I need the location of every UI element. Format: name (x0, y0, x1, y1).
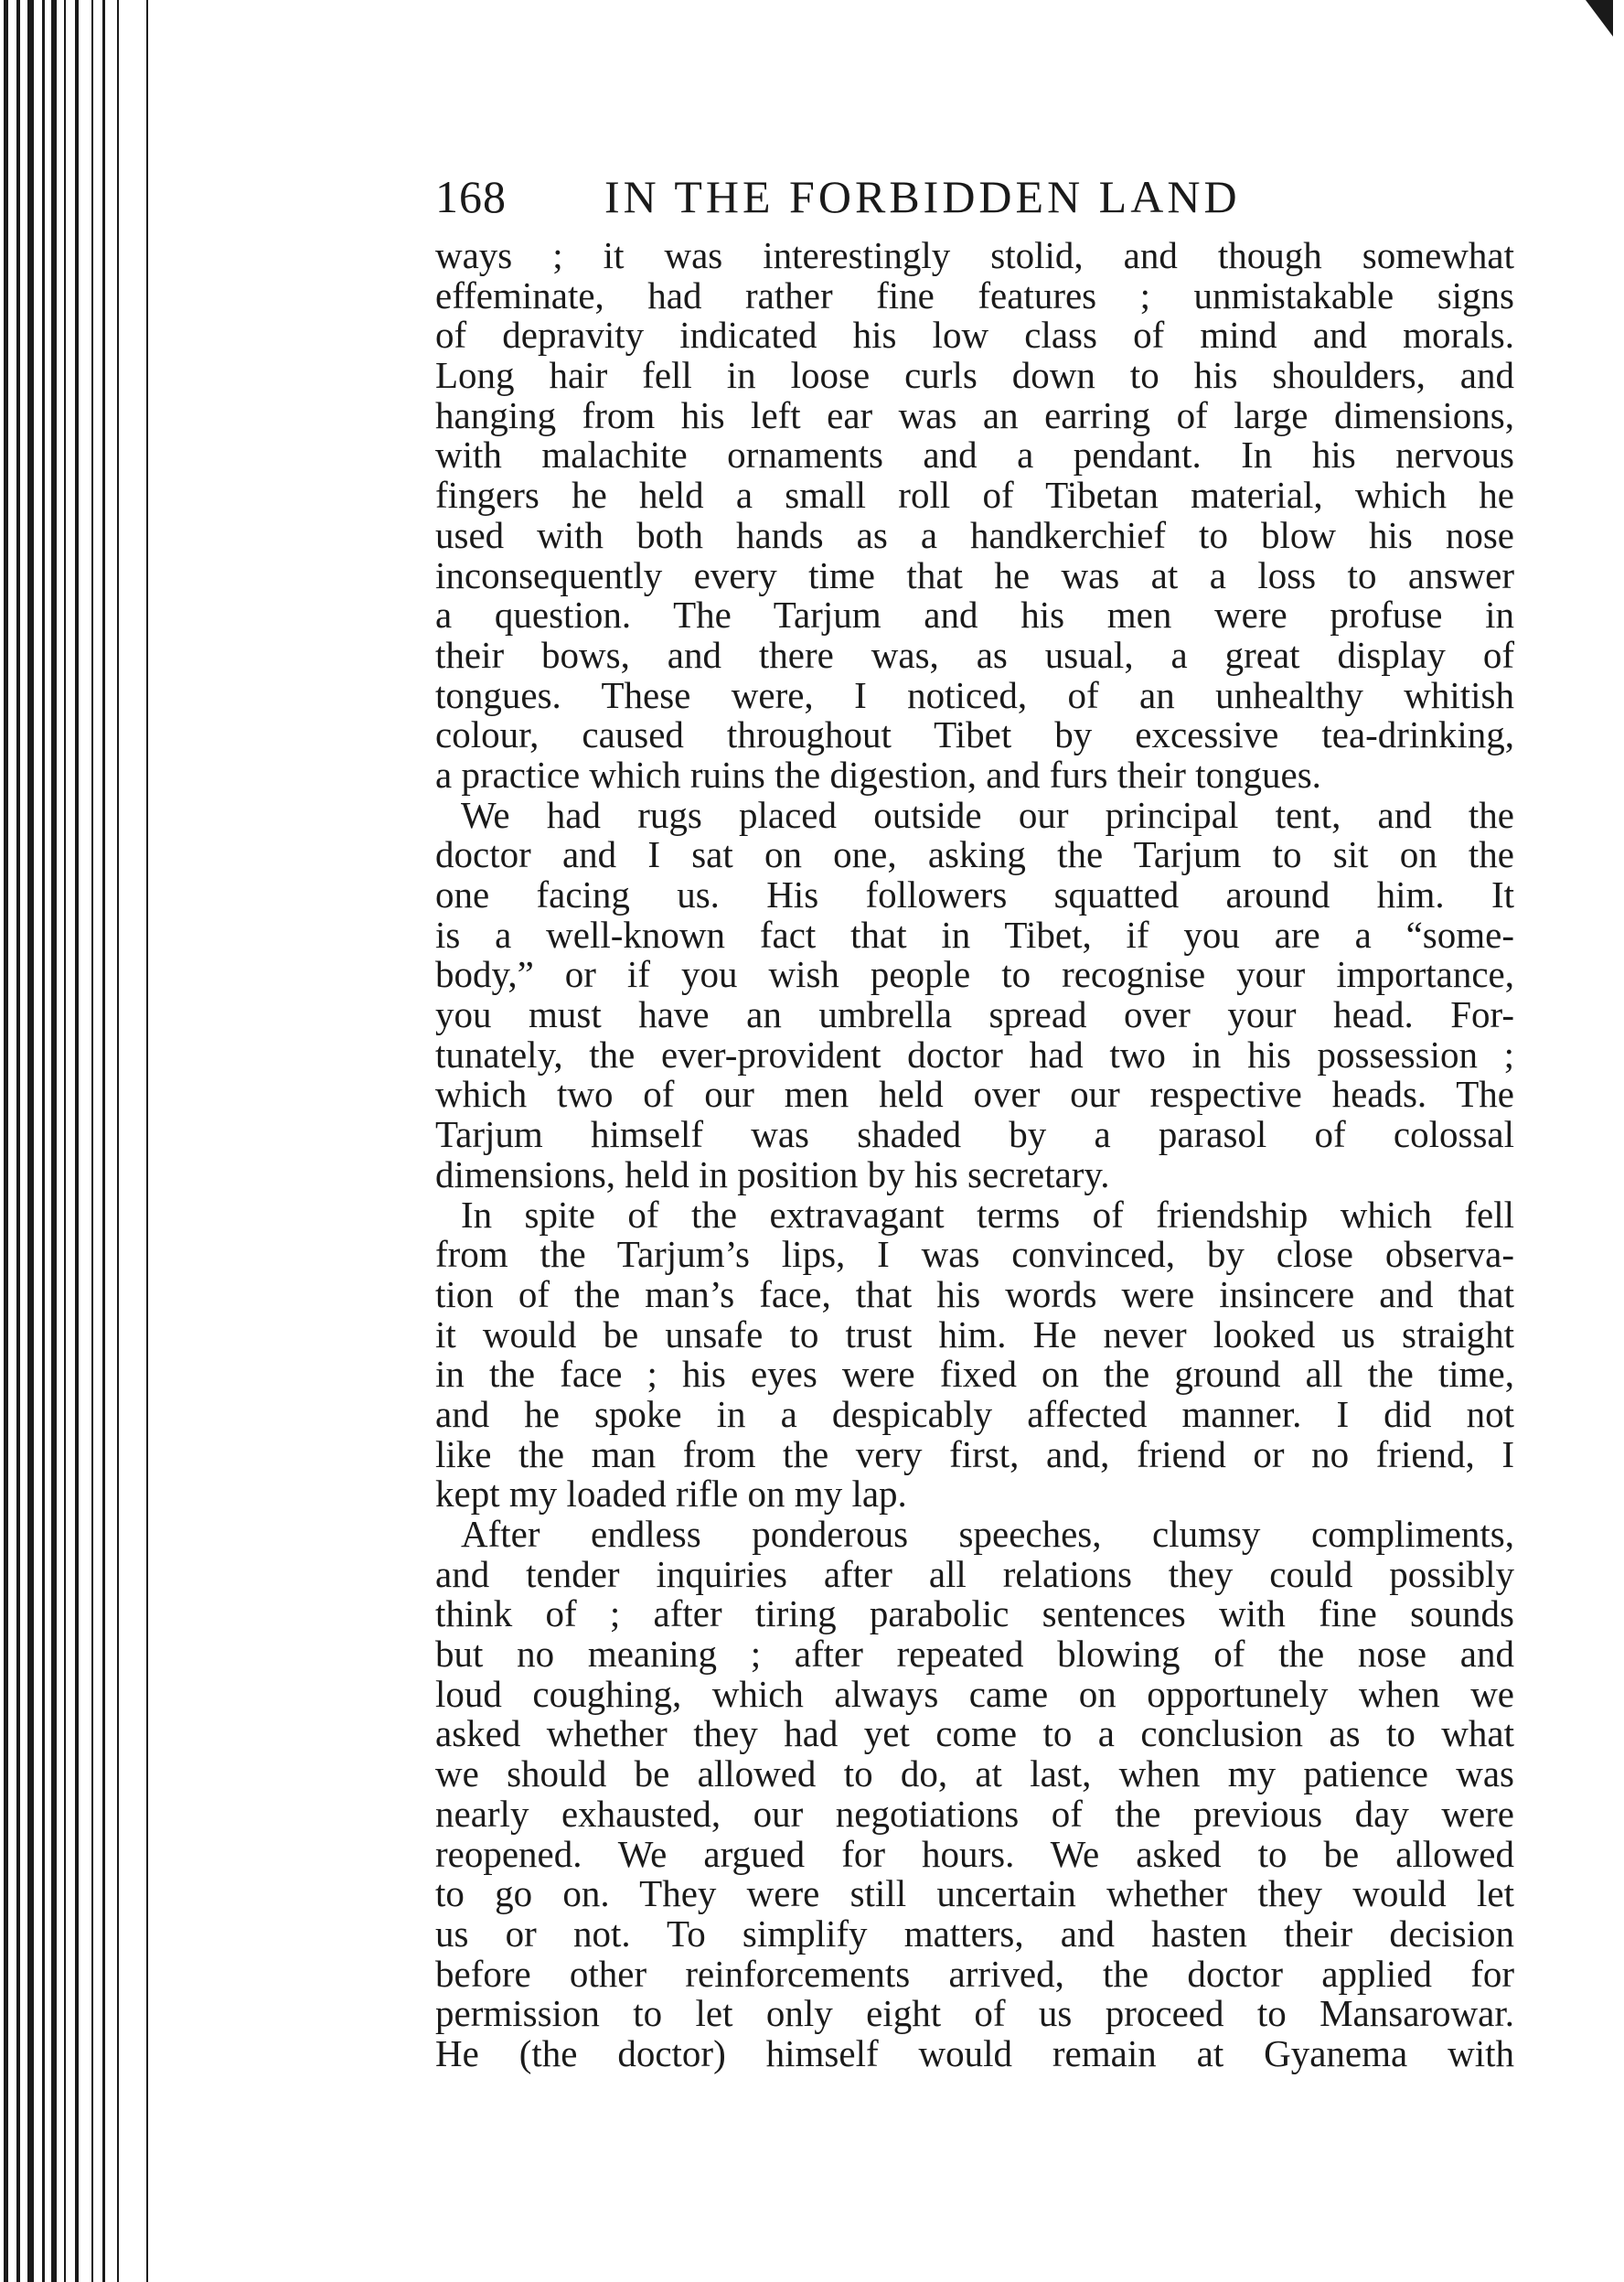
text-line: hanging from his left ear was an earring of large dimensions, (435, 393, 1514, 436)
text-line: to go on. They were still uncertain whether they would let (435, 1872, 1514, 1915)
text-line: used with both hands as a handkerchief to blow his nose (435, 513, 1514, 556)
page-number: 168 (435, 171, 507, 222)
text-line: He (the doctor) himself would remain at Gyanema with (435, 2031, 1514, 2074)
text-line: After endless ponderous speeches, clumsy compliments, (461, 1513, 1514, 1555)
text-line: We had rugs placed outside our principal tent, and the (461, 793, 1514, 836)
body-text (435, 236, 1514, 2074)
text-line: think of ; after tiring parabolic sentences with fine sounds (435, 1592, 1514, 1635)
text-line: inconsequently every time that he was at a loss to answer (435, 553, 1514, 596)
text-line: is a well-known fact that in Tibet, if you are a “some- (435, 913, 1514, 956)
text-line: one facing us. His followers squatted around him. It (435, 873, 1514, 916)
page-header (435, 165, 1514, 229)
text-line: asked whether they had yet come to a conclusion as to what (435, 1712, 1514, 1755)
text-line: from the Tarjum’s lips, I was convinced, by close observa- (435, 1233, 1514, 1276)
text-line: in the face ; his eyes were fixed on the ground all the time, (435, 1353, 1514, 1396)
text-line: a question. The Tarjum and his men were profuse in (435, 594, 1514, 637)
text-line: us or not. To simplify matters, and hasten their decision (435, 1912, 1514, 1955)
text-line: tunately, the ever-provident doctor had two in his possession ; (435, 1033, 1514, 1076)
text-line: of depravity indicated his low class of mind and morals. (435, 314, 1514, 357)
text-line: effeminate, had rather fine features ; unmistakable signs (435, 273, 1514, 316)
text-line: fingers he held a small roll of Tibetan material, which he (435, 474, 1514, 517)
text-line: loud coughing, which always came on opportunely when we (435, 1672, 1514, 1715)
text-line: permission to let only eight of us proceed to Mansarowar. (435, 1992, 1514, 2035)
text-line: which two of our men held over our respective heads. The (435, 1073, 1514, 1116)
text-line: In spite of the extravagant terms of friendship which fell (461, 1193, 1514, 1236)
text-line: reopened. We argued for hours. We asked to be allowed (435, 1832, 1514, 1875)
text-line: dimensions, held in position by his secretary. (435, 1152, 1110, 1195)
running-title: IN THE FORBIDDEN LAND (604, 171, 1241, 222)
text-line: and he spoke in a despicably affected manner. I did not (435, 1392, 1514, 1435)
text-line: and tender inquiries after all relations they could possibly (435, 1552, 1514, 1595)
text-line: it would be unsafe to trust him. He never looked us straight (435, 1312, 1514, 1355)
text-line: with malachite ornaments and a pendant. In his nervous (435, 434, 1514, 477)
text-line: a practice which ruins the digestion, and furs their tongues. (435, 753, 1321, 796)
text-line: tion of the man’s face, that his words were insincere and that (435, 1272, 1514, 1315)
text-line: tongues. These were, I noticed, of an unhealthy whitish (435, 673, 1514, 716)
text-line: we should be allowed to do, at last, when my patience was (435, 1752, 1514, 1795)
text-line: Long hair fell in loose curls down to his shoulders, and (435, 354, 1514, 397)
text-line: kept my loaded rifle on my lap. (435, 1473, 907, 1516)
text-line: ways ; it was interestingly stolid, and though somewhat (435, 234, 1514, 276)
text-line: their bows, and there was, as usual, a great display of (435, 633, 1514, 676)
binding-edge (0, 0, 174, 2282)
text-line: but no meaning ; after repeated blowing of the nose and (435, 1633, 1514, 1676)
text-line: nearly exhausted, our negotiations of the previous day were (435, 1792, 1514, 1835)
text-line: body,” or if you wish people to recognise your importance, (435, 953, 1514, 996)
text-line: before other reinforcements arrived, the doctor applied for (435, 1952, 1514, 1995)
text-line: like the man from the very first, and, friend or no friend, I (435, 1432, 1514, 1475)
text-line: you must have an umbrella spread over your head. For- (435, 993, 1514, 1036)
text-line: Tarjum himself was shaded by a parasol of colossal (435, 1113, 1514, 1156)
text-line: doctor and I sat on one, asking the Tarjum to sit on the (435, 833, 1514, 876)
text-line: colour, caused throughout Tibet by excessive tea-drinking, (435, 713, 1514, 756)
scan-corner-mark (1586, 0, 1613, 37)
